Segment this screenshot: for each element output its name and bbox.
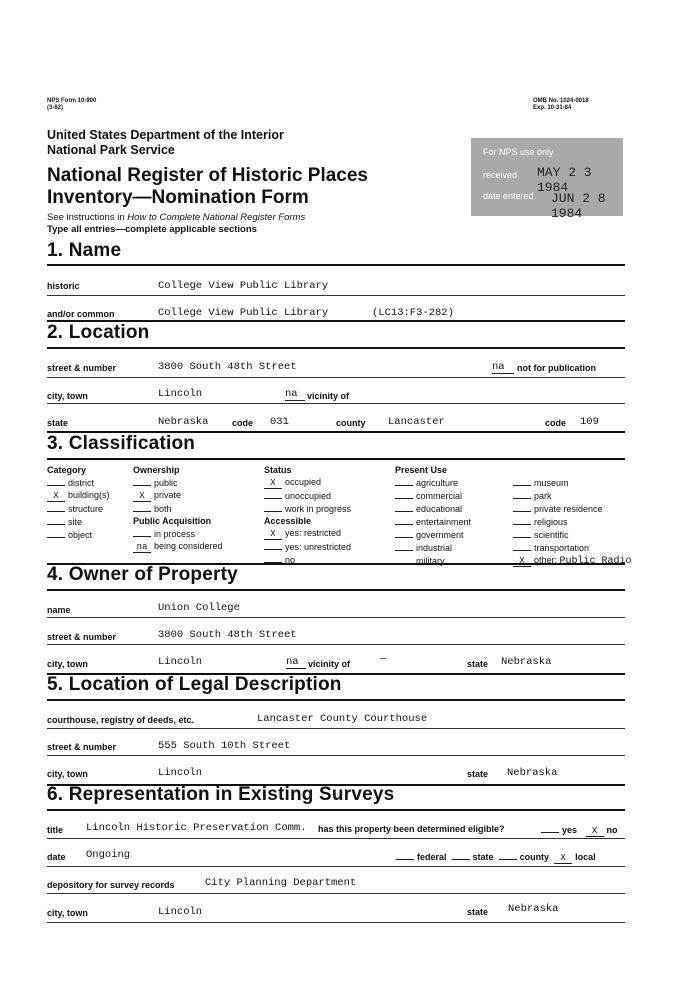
- acquisition-item-in-process: [133, 527, 223, 540]
- checkbox-label: industrial: [416, 543, 453, 553]
- checkbox-label: private: [154, 490, 182, 500]
- owner-name: Union College: [158, 602, 240, 614]
- city-label: city, town: [47, 391, 88, 401]
- use-item-military: [395, 554, 471, 567]
- section-1-title: 1. Name: [47, 240, 122, 261]
- checkbox[interactable]: [133, 476, 151, 486]
- state-level-label: state: [472, 852, 494, 862]
- section-5-rule: [47, 699, 625, 701]
- legal-street: 555 South 10th Street: [158, 740, 291, 752]
- section-2-title: 2. Location: [47, 322, 150, 343]
- legal-city: Lincoln: [158, 767, 203, 779]
- owner-state: Nebraska: [501, 656, 552, 668]
- eligible-question: has this property been determined eligible?: [318, 824, 505, 834]
- common-name: College View Public Library: [158, 307, 329, 319]
- checkbox[interactable]: [499, 850, 517, 860]
- street-label: street & number: [47, 363, 117, 373]
- checkbox[interactable]: [513, 515, 531, 525]
- form-title-line1: National Register of Historic Places: [47, 165, 368, 186]
- use-item-entertainment: [395, 515, 471, 528]
- checkbox-label: military: [416, 556, 445, 566]
- state-label: state: [47, 418, 69, 428]
- depository-value: City Planning Department: [205, 877, 357, 889]
- status-item-unoccupied: [264, 489, 351, 502]
- use-item-other: [513, 554, 632, 568]
- category-item-district: [47, 476, 110, 489]
- checkbox[interactable]: [47, 502, 65, 512]
- owner-vicinity-label: vicinity of: [308, 659, 351, 669]
- stamp-received-label: received: [483, 170, 518, 180]
- section-3-title: 3. Classification: [47, 433, 196, 454]
- owner-name-label: name: [47, 605, 71, 615]
- courthouse-label: courthouse, registry of deeds, etc.: [47, 715, 195, 725]
- checkbox-label: occupied: [285, 477, 322, 487]
- form-number: NPS Form 10-900: [47, 98, 97, 104]
- section-4-title: 4. Owner of Property: [47, 564, 238, 585]
- checkbox[interactable]: [396, 850, 414, 860]
- checkbox[interactable]: [264, 540, 282, 550]
- divider: [47, 295, 625, 296]
- checkbox-label: being considered: [154, 541, 223, 551]
- stamp-received-date: MAY 2 3 1984: [537, 165, 592, 195]
- present-use-heading: Present Use: [395, 465, 448, 475]
- survey-date: Ongoing: [86, 849, 131, 861]
- status-column: [264, 464, 351, 566]
- not-for-publication-mark: na: [492, 361, 514, 374]
- owner-street: 3800 South 48th Street: [158, 629, 297, 641]
- code-label: code: [232, 418, 254, 428]
- checkbox[interactable]: [513, 528, 531, 538]
- checkbox[interactable]: [513, 541, 531, 551]
- divider: [47, 403, 625, 404]
- status-item-work: [264, 502, 351, 515]
- historic-name: College View Public Library: [158, 280, 329, 292]
- use-item-private-residence: [513, 502, 632, 515]
- other-use-value: Public Radio: [559, 556, 632, 567]
- local-level-label: local: [575, 852, 596, 862]
- checkbox-label: yes: restricted: [285, 528, 342, 538]
- use-item-park: [513, 489, 632, 502]
- checkbox[interactable]: na: [133, 543, 151, 553]
- omb-number: OMB No. 1024-0018: [533, 98, 589, 104]
- ownership-heading: Ownership: [133, 465, 180, 475]
- checkbox[interactable]: [264, 489, 282, 499]
- stamp-entered-label: date entered: [483, 191, 534, 201]
- checkbox-label: unoccupied: [285, 491, 332, 501]
- divider: [47, 377, 625, 378]
- checkbox[interactable]: [47, 476, 65, 486]
- survey-city: Lincoln: [158, 906, 203, 918]
- legal-state-label: state: [467, 769, 489, 779]
- checkbox-label: park: [534, 491, 552, 501]
- legal-street-label: street & number: [47, 742, 117, 752]
- not-for-publication-label: not for publication: [517, 363, 596, 373]
- survey-title-label: title: [47, 825, 64, 835]
- survey-title: Lincoln Historic Preservation Comm.: [86, 822, 307, 834]
- checkbox[interactable]: X: [554, 854, 572, 864]
- agency: National Park Service: [47, 143, 175, 157]
- form-title-line2: Inventory—Nomination Form: [47, 187, 309, 208]
- common-label: and/or common: [47, 309, 115, 319]
- checkbox[interactable]: [133, 502, 151, 512]
- checkbox-label: in process: [154, 529, 196, 539]
- instructions-entries: Type all entries—complete applicable sections: [47, 224, 257, 235]
- section-3-rule: [47, 458, 625, 460]
- checkbox[interactable]: [395, 502, 413, 512]
- checkbox-label: private residence: [534, 504, 603, 514]
- county-code-label: code: [545, 418, 567, 428]
- eligible-options: [541, 823, 618, 837]
- street-value: 3800 South 48th Street: [158, 361, 297, 373]
- vicinity-mark: na: [285, 388, 305, 401]
- section-6-title: 6. Representation in Existing Surveys: [47, 784, 395, 805]
- category-column: [47, 464, 110, 541]
- divider: [47, 922, 625, 923]
- checkbox[interactable]: X: [586, 827, 604, 837]
- county-value: Lancaster: [388, 416, 445, 428]
- state-value: Nebraska: [158, 416, 209, 428]
- accessible-heading: Accessible: [264, 516, 312, 526]
- checkbox-label: scientific: [534, 530, 569, 540]
- checkbox-label: object: [68, 530, 93, 540]
- checkbox[interactable]: [395, 515, 413, 525]
- use-item-industrial: [395, 541, 471, 554]
- accessible-item-unrestricted: [264, 540, 351, 553]
- status-item-occupied: [264, 476, 351, 489]
- federal-label: federal: [417, 852, 447, 862]
- expiration: Exp. 10-31-84: [533, 105, 572, 111]
- use-item-museum: [513, 476, 632, 489]
- checkbox[interactable]: X: [264, 479, 282, 489]
- legal-city-label: city, town: [47, 769, 88, 779]
- checkbox-label: public: [154, 478, 178, 488]
- ownership-item-both: [133, 502, 223, 515]
- depository-label: depository for survey records: [47, 880, 175, 890]
- legal-state: Nebraska: [507, 767, 558, 779]
- ownership-item-private: [133, 489, 223, 502]
- checkbox-label: building(s): [68, 490, 110, 500]
- checkbox-label: work in progress: [285, 504, 352, 514]
- acquisition-heading: Public Acquisition: [133, 516, 212, 526]
- checkbox[interactable]: [395, 489, 413, 499]
- present-use-column-1: [395, 464, 471, 567]
- checkbox-label: site: [68, 517, 83, 527]
- owner-state-label: state: [467, 659, 489, 669]
- checkbox[interactable]: [133, 527, 151, 537]
- checkbox-label: entertainment: [416, 517, 472, 527]
- checkbox[interactable]: X: [264, 530, 282, 540]
- owner-vicinity-mark: na: [286, 656, 306, 669]
- divider: [47, 728, 625, 729]
- category-item-object: [47, 528, 110, 541]
- accessible-item-restricted: [264, 527, 351, 540]
- checkbox-label: yes: unrestricted: [285, 542, 352, 552]
- use-item-transportation: [513, 541, 632, 554]
- checkbox[interactable]: X: [133, 492, 151, 502]
- checkbox[interactable]: X: [513, 557, 531, 567]
- owner-vicinity-dash: —: [380, 653, 387, 665]
- county-label: county: [336, 418, 366, 428]
- checkbox-label: transportation: [534, 543, 590, 553]
- courthouse-value: Lancaster County Courthouse: [257, 713, 428, 725]
- nps-use-stamp: [471, 138, 623, 221]
- use-item-religious: [513, 515, 632, 528]
- common-code: (LC13:F3-282): [372, 307, 454, 319]
- ownership-item-public: [133, 476, 223, 489]
- checkbox[interactable]: [395, 528, 413, 538]
- checkbox-label: educational: [416, 504, 463, 514]
- vicinity-label: vicinity of: [307, 391, 350, 401]
- category-heading: Category: [47, 465, 87, 475]
- checkbox-label: religious: [534, 517, 568, 527]
- divider: [47, 755, 625, 756]
- ownership-column: [133, 464, 223, 553]
- city-value: Lincoln: [158, 388, 203, 400]
- use-item-commercial: [395, 489, 471, 502]
- present-use-column-2: [513, 476, 632, 568]
- checkbox-label: government: [416, 530, 464, 540]
- use-item-agriculture: [395, 476, 471, 489]
- checkbox-label: commercial: [416, 491, 463, 501]
- section-1-rule: [47, 264, 625, 266]
- department: United States Department of the Interior: [47, 128, 284, 142]
- county-code-value: 109: [580, 416, 599, 428]
- divider: [47, 866, 625, 867]
- checkbox[interactable]: [513, 489, 531, 499]
- owner-street-label: street & number: [47, 632, 117, 642]
- use-item-educational: [395, 502, 471, 515]
- checkbox[interactable]: [395, 541, 413, 551]
- status-heading: Status: [264, 465, 292, 475]
- survey-state-label: state: [467, 907, 489, 917]
- divider: [47, 893, 625, 894]
- divider: [47, 838, 625, 839]
- checkbox-label: agriculture: [416, 478, 459, 488]
- form-date: (3-82): [47, 105, 64, 111]
- checkbox[interactable]: [264, 553, 282, 563]
- instructions-title: How to Complete National Register Forms: [127, 212, 306, 223]
- category-item-site: [47, 515, 110, 528]
- checkbox[interactable]: [513, 502, 531, 512]
- section-4-rule: [47, 589, 625, 591]
- divider: [47, 617, 625, 618]
- section-5-title: 5. Location of Legal Description: [47, 674, 342, 695]
- checkbox-label: both: [154, 504, 172, 514]
- use-item-government: [395, 528, 471, 541]
- stamp-title: For NPS use only: [483, 147, 554, 157]
- section-6-rule: [47, 809, 625, 811]
- section-2-rule: [47, 347, 625, 349]
- checkbox-label: museum: [534, 478, 569, 488]
- checkbox[interactable]: [395, 476, 413, 486]
- checkbox[interactable]: [47, 515, 65, 525]
- owner-city: Lincoln: [158, 656, 203, 668]
- checkbox[interactable]: [541, 823, 559, 833]
- acquisition-item-considered: [133, 540, 223, 553]
- checkbox[interactable]: X: [47, 492, 65, 502]
- yes-label: yes: [562, 825, 578, 835]
- historic-label: historic: [47, 281, 80, 291]
- survey-level-options: [396, 850, 596, 864]
- use-item-scientific: [513, 528, 632, 541]
- code-value: 031: [270, 416, 289, 428]
- checkbox[interactable]: [513, 476, 531, 486]
- owner-city-label: city, town: [47, 659, 88, 669]
- checkbox[interactable]: [452, 850, 470, 860]
- checkbox-label: no: [285, 555, 296, 565]
- checkbox-label: structure: [68, 504, 104, 514]
- checkbox[interactable]: [47, 528, 65, 538]
- no-label: no: [606, 825, 618, 835]
- category-item-structure: [47, 502, 110, 515]
- instructions-prefix: See instructions in: [47, 212, 128, 223]
- stamp-entered-date: JUN 2 8 1984: [551, 191, 606, 221]
- survey-city-label: city, town: [47, 908, 88, 918]
- checkbox-label: district: [68, 478, 95, 488]
- divider: [47, 644, 625, 645]
- county-level-label: county: [519, 852, 550, 862]
- survey-date-label: date: [47, 852, 66, 862]
- instructions: [47, 212, 305, 223]
- category-item-buildings: [47, 489, 110, 502]
- checkbox-label: other:: [534, 555, 558, 565]
- survey-state: Nebraska: [508, 903, 559, 915]
- checkbox[interactable]: [264, 502, 282, 512]
